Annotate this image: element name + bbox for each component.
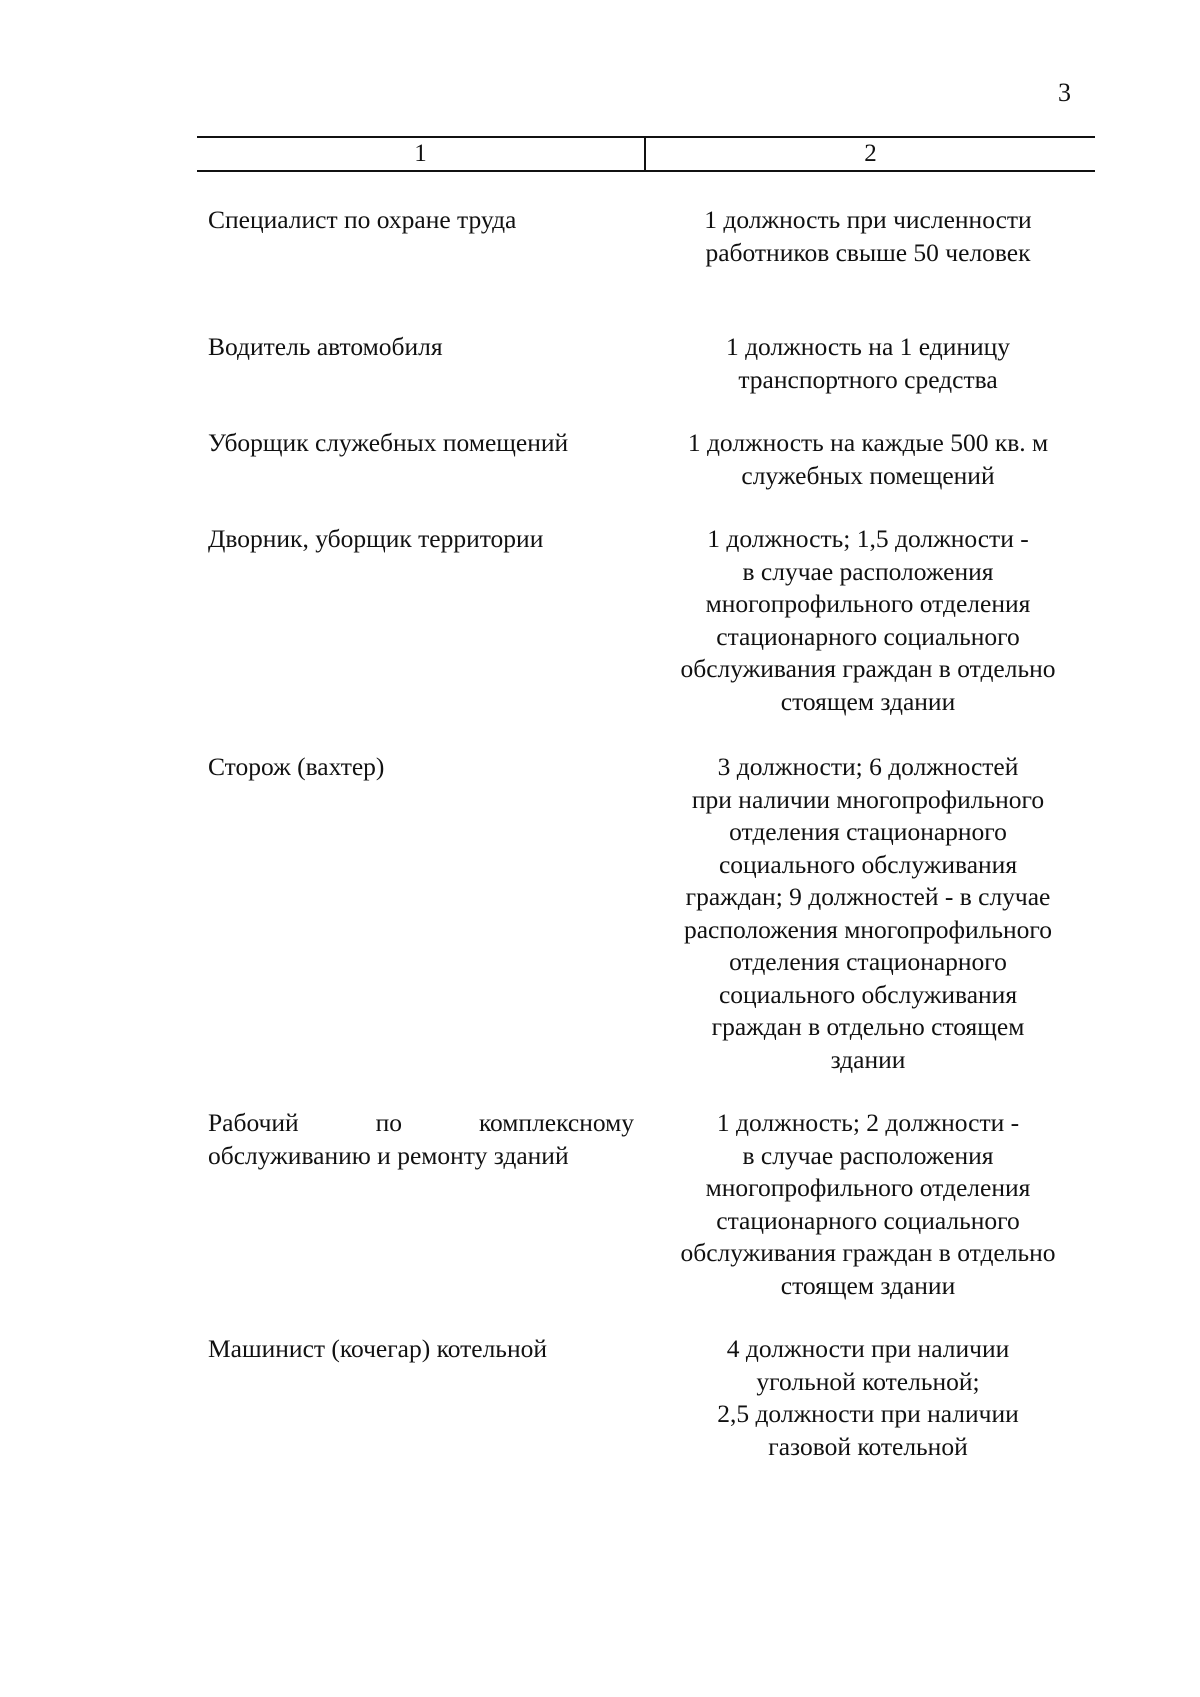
header-top-rule bbox=[197, 136, 1095, 138]
norm-cell bbox=[650, 523, 1086, 718]
norm-line: многопрофильного отделения bbox=[705, 1173, 1031, 1202]
norm-line: стационарного социального bbox=[716, 1205, 1020, 1235]
norm-line: социального обслуживания bbox=[718, 979, 1018, 1009]
norm-line: 1 должность при численности bbox=[704, 205, 1032, 234]
norm-line: газовой котельной bbox=[768, 1431, 968, 1461]
norm-line: 4 должности при наличии bbox=[726, 1334, 1010, 1363]
position-text: Специалист по охране труда bbox=[208, 205, 517, 234]
norm-line: граждан в отдельно стоящем bbox=[711, 1012, 1025, 1041]
norm-line: социального обслуживания bbox=[718, 849, 1018, 879]
position-cell bbox=[208, 1333, 634, 1366]
norm-line: стационарного социального bbox=[716, 621, 1020, 651]
position-cell bbox=[208, 427, 634, 460]
norm-line: 1 должность на каждые 500 кв. м bbox=[687, 428, 1049, 457]
norm-cell bbox=[650, 1333, 1086, 1463]
norm-line: расположения многопрофильного bbox=[683, 914, 1053, 944]
table-header bbox=[197, 135, 1095, 174]
norm-line: угольной котельной; bbox=[756, 1366, 980, 1396]
norm-line: служебных помещений bbox=[741, 460, 995, 490]
position-word: по bbox=[375, 1108, 403, 1137]
norm-line: стоящем здании bbox=[780, 686, 956, 716]
norm-cell bbox=[650, 331, 1086, 396]
norm-line: многопрофильного отделения bbox=[705, 589, 1031, 618]
norm-line: граждан; 9 должностей - в случае bbox=[685, 882, 1051, 911]
position-text: Сторож (вахтер) bbox=[208, 752, 385, 781]
norm-line: 1 должность на 1 единицу bbox=[725, 332, 1011, 361]
norm-line: обслуживания граждан в отдельно bbox=[680, 654, 1056, 683]
norm-line: в случае расположения bbox=[742, 556, 994, 586]
position-cell bbox=[208, 204, 634, 237]
norm-line: отделения стационарного bbox=[729, 947, 1007, 976]
position-cell bbox=[208, 751, 634, 784]
norm-line: работников свыше 50 человек bbox=[705, 237, 1031, 267]
position-cell bbox=[208, 523, 634, 556]
norm-line: стоящем здании bbox=[780, 1270, 956, 1300]
norm-line: в случае расположения bbox=[742, 1140, 994, 1170]
norm-cell bbox=[650, 751, 1086, 1076]
position-text: Уборщик служебных помещений bbox=[208, 428, 569, 457]
norm-line: 1 должность; 2 должности - bbox=[716, 1108, 1020, 1137]
position-cell bbox=[208, 331, 634, 364]
page-number: 3 bbox=[1058, 78, 1071, 107]
norm-line: отделения стационарного bbox=[729, 817, 1007, 846]
position-text: Дворник, уборщик территории bbox=[208, 524, 544, 553]
position-word: комплексному bbox=[478, 1108, 634, 1137]
norm-line: 3 должности; 6 должностей bbox=[717, 752, 1019, 781]
norm-cell bbox=[650, 204, 1086, 269]
norm-line: транспортного средства bbox=[738, 364, 998, 394]
norm-line: 1 должность; 1,5 должности - bbox=[707, 524, 1029, 553]
norm-line: обслуживания граждан в отдельно bbox=[680, 1238, 1056, 1267]
norm-cell bbox=[650, 1107, 1086, 1302]
header-bottom-rule bbox=[197, 170, 1095, 172]
position-word: Рабочий bbox=[208, 1108, 299, 1137]
column-header-1: 1 bbox=[414, 140, 427, 167]
position-line bbox=[208, 1107, 634, 1140]
position-line: обслуживанию и ремонту зданий bbox=[208, 1140, 569, 1170]
position-cell bbox=[208, 1107, 634, 1172]
norm-line: 2,5 должности при наличии bbox=[717, 1399, 1019, 1428]
norm-line: при наличии многопрофильного bbox=[691, 784, 1045, 814]
position-text: Машинист (кочегар) котельной bbox=[208, 1334, 547, 1363]
position-text: Водитель автомобиля bbox=[208, 332, 443, 361]
norm-cell bbox=[650, 427, 1086, 492]
column-header-2: 2 bbox=[864, 140, 877, 167]
norm-line: здании bbox=[830, 1044, 906, 1074]
